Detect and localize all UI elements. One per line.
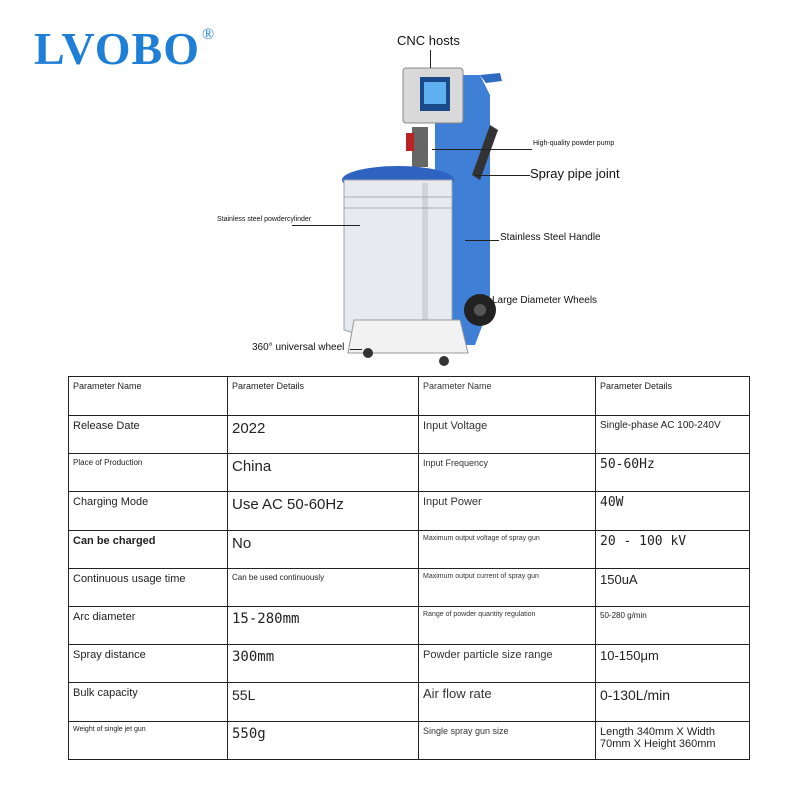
param-value: Can be used continuously xyxy=(228,568,419,606)
param-value: 2022 xyxy=(228,416,419,454)
param-name: Air flow rate xyxy=(419,683,596,721)
param-value: Use AC 50-60Hz xyxy=(228,492,419,530)
param-name: Arc diameter xyxy=(69,606,228,644)
param-name: Maximum output voltage of spray gun xyxy=(419,530,596,568)
param-value: Single-phase AC 100-240V xyxy=(596,416,750,454)
brand-logo xyxy=(34,22,215,75)
brand-name: LVOBO xyxy=(34,23,200,74)
param-value: 0-130L/min xyxy=(596,683,750,721)
header-cell: Parameter Details xyxy=(228,377,419,416)
param-name: Powder particle size range xyxy=(419,645,596,683)
table-row xyxy=(69,606,750,644)
header-cell: Parameter Name xyxy=(419,377,596,416)
param-value: 55L xyxy=(228,683,419,721)
header-cell: Parameter Details xyxy=(596,377,750,416)
table-row xyxy=(69,530,750,568)
param-value: 300mm xyxy=(228,645,419,683)
table-header-row xyxy=(69,377,750,416)
universal-wheel xyxy=(363,348,373,358)
param-name: Can be charged xyxy=(69,530,228,568)
table-row xyxy=(69,416,750,454)
table-row xyxy=(69,568,750,606)
param-name: Charging Mode xyxy=(69,492,228,530)
param-value: 50-280 g/min xyxy=(596,606,750,644)
param-value: 40W xyxy=(596,492,750,530)
callout-powder-cylinder: Stainless steel powdercylinder xyxy=(217,216,312,223)
table-row xyxy=(69,454,750,492)
table-row xyxy=(69,492,750,530)
callout-spray-pipe-joint: Spray pipe joint xyxy=(530,166,620,181)
callout-powder-pump: High-quality powder pump xyxy=(533,140,615,147)
powder-cylinder xyxy=(344,180,452,339)
registered-mark: ® xyxy=(202,26,216,43)
param-name: Release Date xyxy=(69,416,228,454)
callout-universal-wheel: 360° universal wheel xyxy=(252,342,345,353)
param-value: 50-60Hz xyxy=(596,454,750,492)
param-value: No xyxy=(228,530,419,568)
param-name: Maximum output current of spray gun xyxy=(419,568,596,606)
param-name: Single spray gun size xyxy=(419,721,596,759)
param-name: Weight of single jet gun xyxy=(69,721,228,759)
parameter-table xyxy=(68,376,750,760)
param-name: Input Power xyxy=(419,492,596,530)
param-value: 550g xyxy=(228,721,419,759)
param-name: Continuous usage time xyxy=(69,568,228,606)
param-value: 15-280mm xyxy=(228,606,419,644)
table-row xyxy=(69,645,750,683)
param-value: 20 - 100 kV xyxy=(596,530,750,568)
param-name: Spray distance xyxy=(69,645,228,683)
param-value: 150uA xyxy=(596,568,750,606)
powder-coating-machine-image xyxy=(340,55,510,375)
callout-steel-handle: Stainless Steel Handle xyxy=(500,232,601,243)
table-row xyxy=(69,721,750,759)
callout-large-wheels: Large Diameter Wheels xyxy=(492,295,598,306)
param-value: Length 340mm X Width 70mm X Height 360mm xyxy=(596,721,750,759)
header-cell: Parameter Name xyxy=(69,377,228,416)
table-row xyxy=(69,683,750,721)
param-value: China xyxy=(228,454,419,492)
param-name: Bulk capacity xyxy=(69,683,228,721)
param-name: Range of powder quantity regulation xyxy=(419,606,596,644)
param-name: Input Voltage xyxy=(419,416,596,454)
param-value: 10-150μm xyxy=(596,645,750,683)
param-name: Input Frequency xyxy=(419,454,596,492)
callout-cnc-hosts: CNC hosts xyxy=(397,33,460,48)
param-name: Place of Production xyxy=(69,454,228,492)
